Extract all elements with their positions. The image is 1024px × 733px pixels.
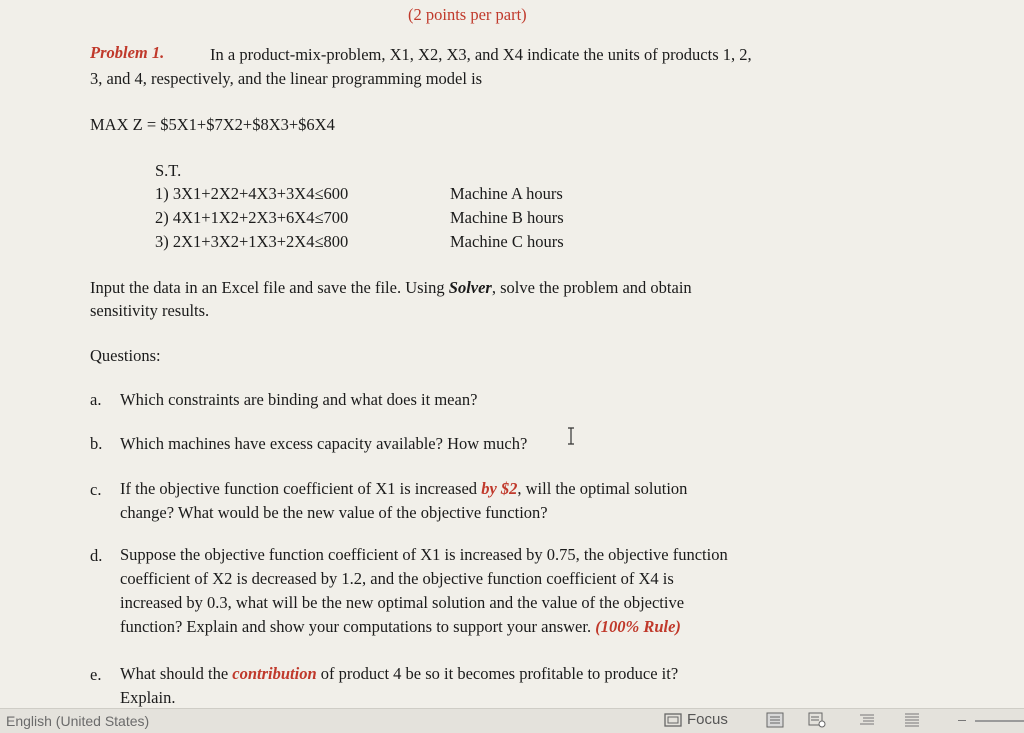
question-d-highlight: (100% Rule)	[595, 617, 681, 636]
question-b-text: Which machines have excess capacity available? How much?	[120, 434, 528, 453]
question-c-highlight: by $2	[481, 479, 518, 498]
subject-to: S.T.	[155, 161, 182, 180]
language-indicator[interactable]: English (United States)	[6, 713, 150, 729]
read-mode-icon[interactable]	[808, 712, 826, 728]
zoom-out-button[interactable]	[958, 720, 966, 721]
constraint-1-label: Machine A hours	[450, 184, 563, 203]
status-bar	[0, 708, 1024, 733]
questions-heading: Questions:	[90, 346, 161, 365]
web-layout-icon[interactable]	[858, 712, 876, 728]
question-e-pre: What should the	[120, 664, 233, 683]
question-d-line-4	[120, 615, 840, 639]
print-layout-icon[interactable]	[766, 712, 784, 728]
constraint-3-label: Machine C hours	[450, 232, 564, 251]
question-e-text	[120, 662, 840, 710]
question-d-text	[120, 543, 840, 639]
solver-word: Solver	[448, 278, 492, 297]
problem-label: Problem 1.	[90, 43, 165, 62]
question-e-line-2: Explain.	[120, 688, 176, 707]
objective-function: MAX Z = $5X1+$7X2+$8X3+$6X4	[90, 115, 335, 134]
outline-icon[interactable]	[903, 712, 921, 728]
text-cursor-icon	[567, 427, 575, 445]
question-e-post: of product 4 be so it becomes profitable to produce it?	[316, 664, 679, 683]
focus-mode-button[interactable]	[664, 711, 728, 728]
question-d-line-2: coefficient of X2 is decreased by 1.2, and the objective function coefficient of X4 is	[120, 569, 674, 588]
question-c-label: c.	[90, 480, 102, 499]
instructions-post: , solve the problem and obtain	[491, 278, 692, 297]
question-a-label: a.	[90, 390, 102, 409]
question-c-line-1	[120, 477, 840, 501]
question-c-pre: If the objective function coefficient of X1 is increased	[120, 479, 482, 498]
zoom-slider[interactable]	[975, 720, 1024, 722]
focus-label: Focus	[687, 711, 728, 728]
question-d-line-1: Suppose the objective function coefficient of X1 is increased by 0.75, the objective function	[120, 545, 728, 564]
question-e-line-1	[120, 662, 840, 686]
question-e-highlight: contribution	[232, 664, 317, 683]
constraint-1: 1) 3X1+2X2+4X3+3X4≤600	[155, 184, 349, 203]
points-note: (2 points per part)	[408, 5, 527, 24]
instructions-line-1	[90, 277, 692, 299]
constraint-2: 2) 4X1+1X2+2X3+6X4≤700	[155, 208, 349, 227]
instructions-pre: Input the data in an Excel file and save the file. Using	[90, 278, 449, 297]
question-c-post: , will the optimal solution	[517, 479, 688, 498]
question-d-label: d.	[90, 546, 103, 565]
constraint-3: 3) 2X1+3X2+1X3+2X4≤800	[155, 232, 349, 251]
question-a-text: Which constraints are binding and what does it mean?	[120, 390, 478, 409]
question-c-line-2: change? What would be the new value of the objective function?	[120, 503, 548, 522]
question-d-pre: function? Explain and show your computations to support your answer.	[120, 617, 596, 636]
focus-icon	[664, 713, 682, 727]
problem-line-1: In a product-mix-problem, X1, X2, X3, and X4 indicate the units of products 1, 2,	[210, 45, 752, 64]
question-b-label: b.	[90, 434, 103, 453]
constraint-2-label: Machine B hours	[450, 208, 564, 227]
instructions-line-2: sensitivity results.	[90, 301, 210, 320]
question-d-line-3: increased by 0.3, what will be the new optimal solution and the value of the objective	[120, 593, 685, 612]
question-c-text	[120, 477, 840, 525]
question-e-label: e.	[90, 665, 102, 684]
problem-line-2: 3, and 4, respectively, and the linear programming model is	[90, 69, 483, 88]
